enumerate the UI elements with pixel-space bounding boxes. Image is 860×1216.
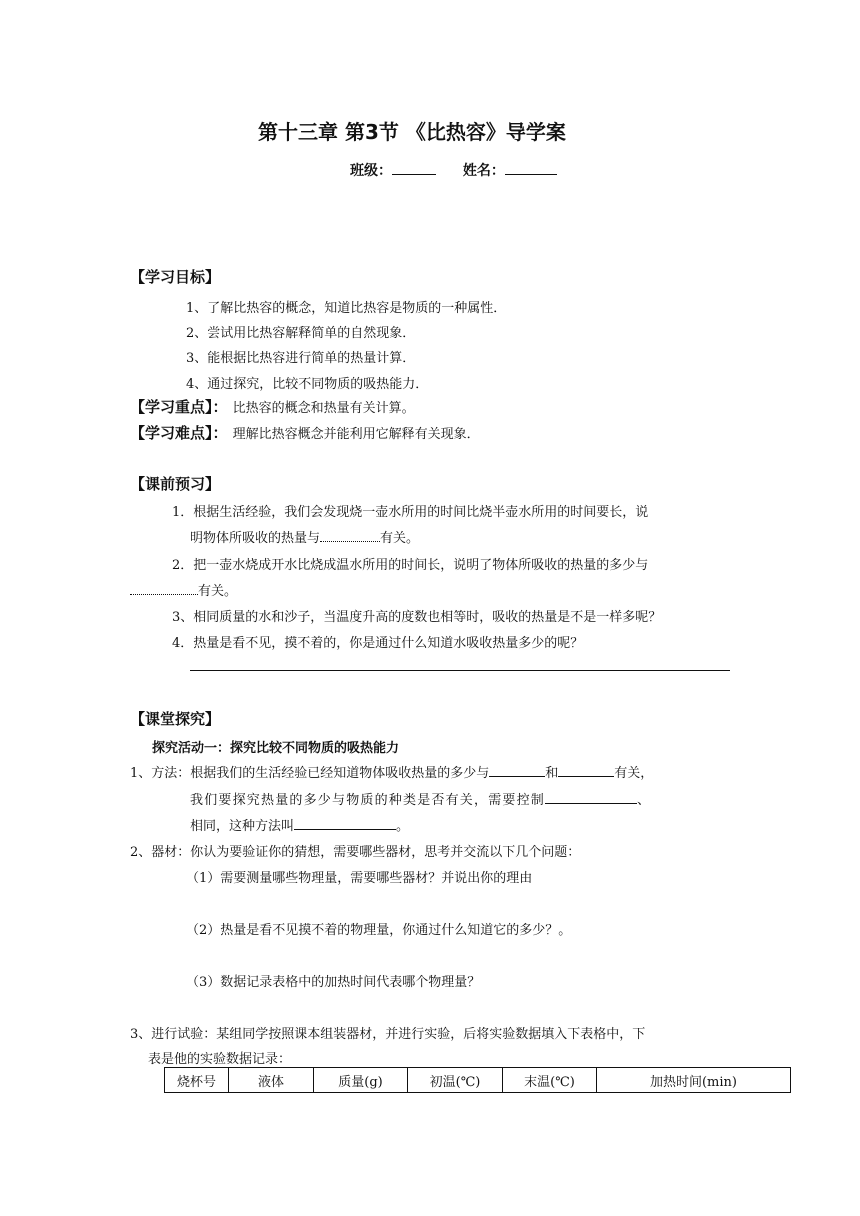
method-line1 [130, 762, 653, 781]
method-control-text: 我们要探究热量的多少与物质的种类是否有关，需要控制 [190, 793, 546, 808]
class-name-line [350, 160, 557, 180]
objectives-heading: 【学习目标】 [130, 268, 221, 286]
equipment-q1: （1）需要测量哪些物理量，需要哪些器材？并说出你的理由 [186, 871, 533, 886]
key-point-heading: 【学习重点】 [130, 398, 213, 416]
method-end: 有关， [614, 766, 654, 781]
method-text: 1、方法：根据我们的生活经验已经知道物体吸收热量的多少与 [130, 766, 490, 781]
preview-q2-blank[interactable] [130, 581, 198, 595]
method-blank-1[interactable] [489, 763, 545, 777]
preview-q1-line2 [190, 527, 419, 546]
class-blank[interactable] [392, 161, 436, 175]
method-line2 [190, 789, 651, 808]
preview-q2-line1: 2．把一壶水烧成开水比烧成温水所用的时间长，说明了物体所吸收的热量的多少与 [172, 558, 649, 573]
preview-q1-text: 明物体所吸收的热量与 [190, 531, 321, 546]
difficulty-text: 理解比热容概念并能利用它解释有关现象． [232, 427, 480, 442]
explore-heading: 【课堂探究】 [130, 710, 221, 728]
method-blank-2[interactable] [558, 763, 614, 777]
preview-q1-line1: 1．根据生活经验，我们会发现烧一壶水所用的时间比烧半壶水所用的时间要长，说 [172, 505, 649, 520]
table-header-cell: 初温(℃) [408, 1068, 503, 1093]
name-label: 姓名： [462, 163, 505, 179]
method-blank-3[interactable] [545, 790, 637, 804]
difficulty-colon: ： [212, 424, 228, 442]
method-blank-4[interactable] [294, 816, 396, 830]
method-line3 [190, 815, 409, 834]
objective-item: 3、能根据比热容进行简单的热量计算． [186, 351, 416, 366]
preview-q1-blank[interactable] [320, 528, 380, 542]
method-period: 。 [396, 819, 410, 834]
preview-q2-end: 有关。 [198, 584, 238, 599]
objective-item: 1、了解比热容的概念，知道比热容是物质的一种属性． [186, 301, 507, 316]
class-label: 班级： [350, 163, 392, 179]
table-header-cell: 末温(℃) [503, 1068, 597, 1093]
method-and: 和 [545, 766, 559, 781]
page-title: 第十三章 第3节 《比热容》导学案 [258, 120, 566, 144]
name-blank[interactable] [505, 161, 557, 175]
preview-q3: 3、相同质量的水和沙子，当温度升高的度数也相等时，吸收的热量是不是一样多呢？ [172, 610, 662, 625]
preview-q4: 4．热量是看不见，摸不着的，你是通过什么知道水吸收热量多少的呢？ [172, 636, 584, 651]
explore-activity: 探究活动一：探究比较不同物质的吸热能力 [152, 741, 400, 756]
method-comma: 、 [637, 793, 652, 808]
table-header-cell: 加热时间(min) [597, 1068, 791, 1093]
preview-q1-end: 有关。 [380, 531, 420, 546]
method-same-text: 相同，这种方法叫 [190, 819, 295, 834]
equipment-line: 2、器材：你认为要验证你的猜想，需要哪些器材，思考并交流以下几个问题： [130, 845, 581, 860]
key-point-text: 比热容的概念和热量有关计算。 [232, 401, 415, 416]
equipment-q3: （3）数据记录表格中的加热时间代表哪个物理量？ [186, 975, 481, 990]
key-point-colon: ： [212, 398, 228, 416]
difficulty-line [130, 422, 480, 443]
difficulty-heading: 【学习难点】 [130, 424, 213, 442]
table-header-row [165, 1068, 791, 1093]
data-table [164, 1067, 791, 1093]
table-header-cell: 液体 [229, 1068, 314, 1093]
objective-item: 4、通过探究，比较不同物质的吸热能力． [186, 377, 429, 392]
table-header-cell: 质量(g) [314, 1068, 408, 1093]
experiment-line2: 表是他的实验数据记录： [148, 1052, 292, 1067]
objective-item: 2、尝试用比热容解释简单的自然现象． [186, 326, 416, 341]
equipment-q2: （2）热量是看不见摸不着的物理量，你通过什么知道它的多少？。 [186, 923, 572, 938]
preview-q2-line2 [130, 580, 237, 599]
preview-heading: 【课前预习】 [130, 475, 221, 493]
experiment-line1: 3、进行试验：某组同学按照课本组装器材，并进行实验，后将实验数据填入下表格中，下 [130, 1027, 646, 1042]
key-point-line [130, 396, 415, 417]
table-header-cell: 烧杯号 [165, 1068, 229, 1093]
preview-q4-answer-line[interactable] [190, 670, 730, 671]
